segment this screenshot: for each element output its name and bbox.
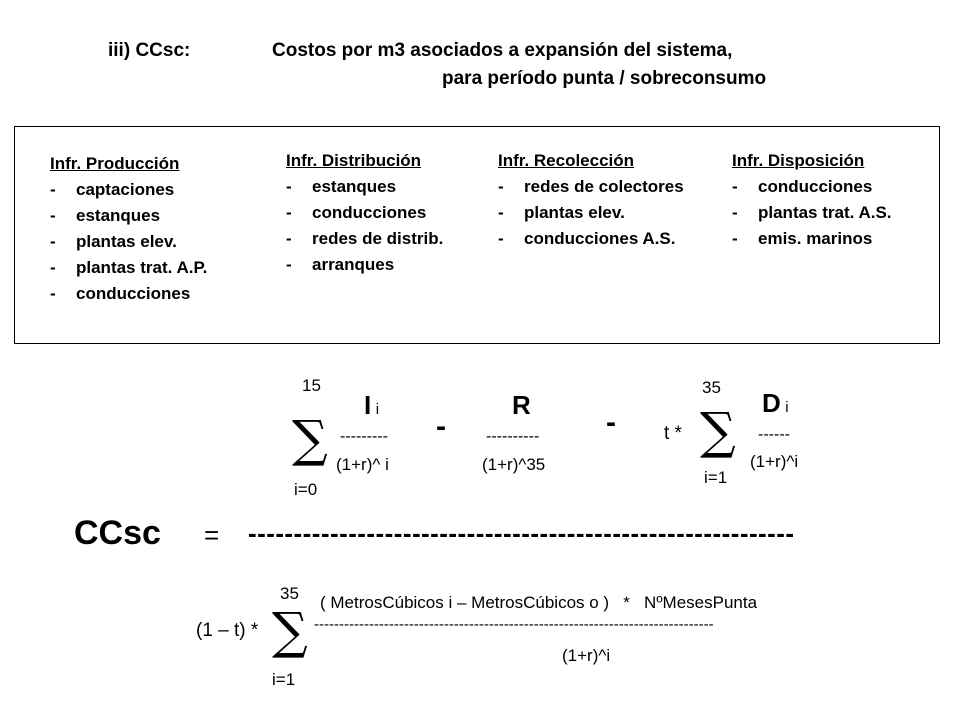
column-disposicion <box>732 148 892 252</box>
list-item: - plantas trat. A.S. <box>732 203 892 222</box>
list-item: - estanques <box>50 206 161 225</box>
sum2-upper-limit: 35 <box>702 378 721 397</box>
term1-denominator: (1+r)^ i <box>336 455 389 474</box>
term1-fraction-bar: --------- <box>340 428 388 445</box>
list-item: - conducciones <box>50 284 191 303</box>
term3-fraction-bar: ------ <box>758 426 790 443</box>
t-factor: t * <box>664 423 682 444</box>
column-heading: Infr. Recolección <box>498 151 635 170</box>
section-title-line1: Costos por m3 asociados a expansión del sistema, <box>272 40 733 61</box>
denominator-fraction-bar: -------------------------------------------------------------------------------- <box>314 616 714 633</box>
column-heading: Infr. Disposición <box>732 151 865 170</box>
list-item: - conducciones A.S. <box>498 229 676 248</box>
column-recoleccion <box>498 148 684 252</box>
list-item: - captaciones <box>50 180 175 199</box>
column-heading: Infr. Producción <box>50 154 180 173</box>
list-item: - redes de distrib. <box>286 229 444 248</box>
term2-fraction-bar: ---------- <box>486 428 540 445</box>
sum1-lower-limit: i=0 <box>294 480 318 499</box>
list-item: - redes de colectores <box>498 177 684 196</box>
sum3-lower-limit: i=1 <box>272 670 296 689</box>
list-item: - conducciones <box>286 203 427 222</box>
denominator-denominator: (1+r)^i <box>562 646 611 665</box>
section-title-line2: para período punta / sobreconsumo <box>442 68 767 89</box>
summation-icon: ∑ <box>700 402 736 460</box>
list-item: - arranques <box>286 255 395 274</box>
summation-icon: ∑ <box>272 602 308 660</box>
term3-denominator: (1+r)^i <box>750 452 799 471</box>
equals-sign: = <box>204 520 220 550</box>
column-distribucion <box>286 148 443 278</box>
column-heading: Infr. Distribución <box>286 151 422 170</box>
sum1-upper-limit: 15 <box>302 376 321 395</box>
list-item: - estanques <box>286 177 397 196</box>
list-item: - conducciones <box>732 177 873 196</box>
minus-sign-2: - <box>606 406 616 439</box>
sum2-lower-limit: i=1 <box>704 468 728 487</box>
term1-numerator: I i <box>364 390 380 420</box>
summation-icon: ∑ <box>292 410 328 468</box>
list-item: - plantas elev. <box>498 203 625 222</box>
minus-sign-1: - <box>436 410 446 443</box>
formula-lhs: CCsc <box>74 514 161 552</box>
denominator-prefix: (1 – t) * <box>196 620 259 641</box>
term2-numerator: R <box>512 390 531 420</box>
term2-denominator: (1+r)^35 <box>482 455 546 474</box>
column-produccion <box>50 151 207 307</box>
list-item: - emis. marinos <box>732 229 873 248</box>
denominator-numerator: ( MetrosCúbicos i – MetrosCúbicos o ) * NºMesesPunta <box>320 593 758 612</box>
main-fraction-bar: ------------------------------------------------------------ <box>248 518 795 548</box>
list-item: - plantas elev. <box>50 232 177 251</box>
term3-numerator: D i <box>762 388 789 418</box>
section-label: iii) CCsc: <box>108 40 191 61</box>
sum3-upper-limit: 35 <box>280 584 299 603</box>
list-item: - plantas trat. A.P. <box>50 258 208 277</box>
